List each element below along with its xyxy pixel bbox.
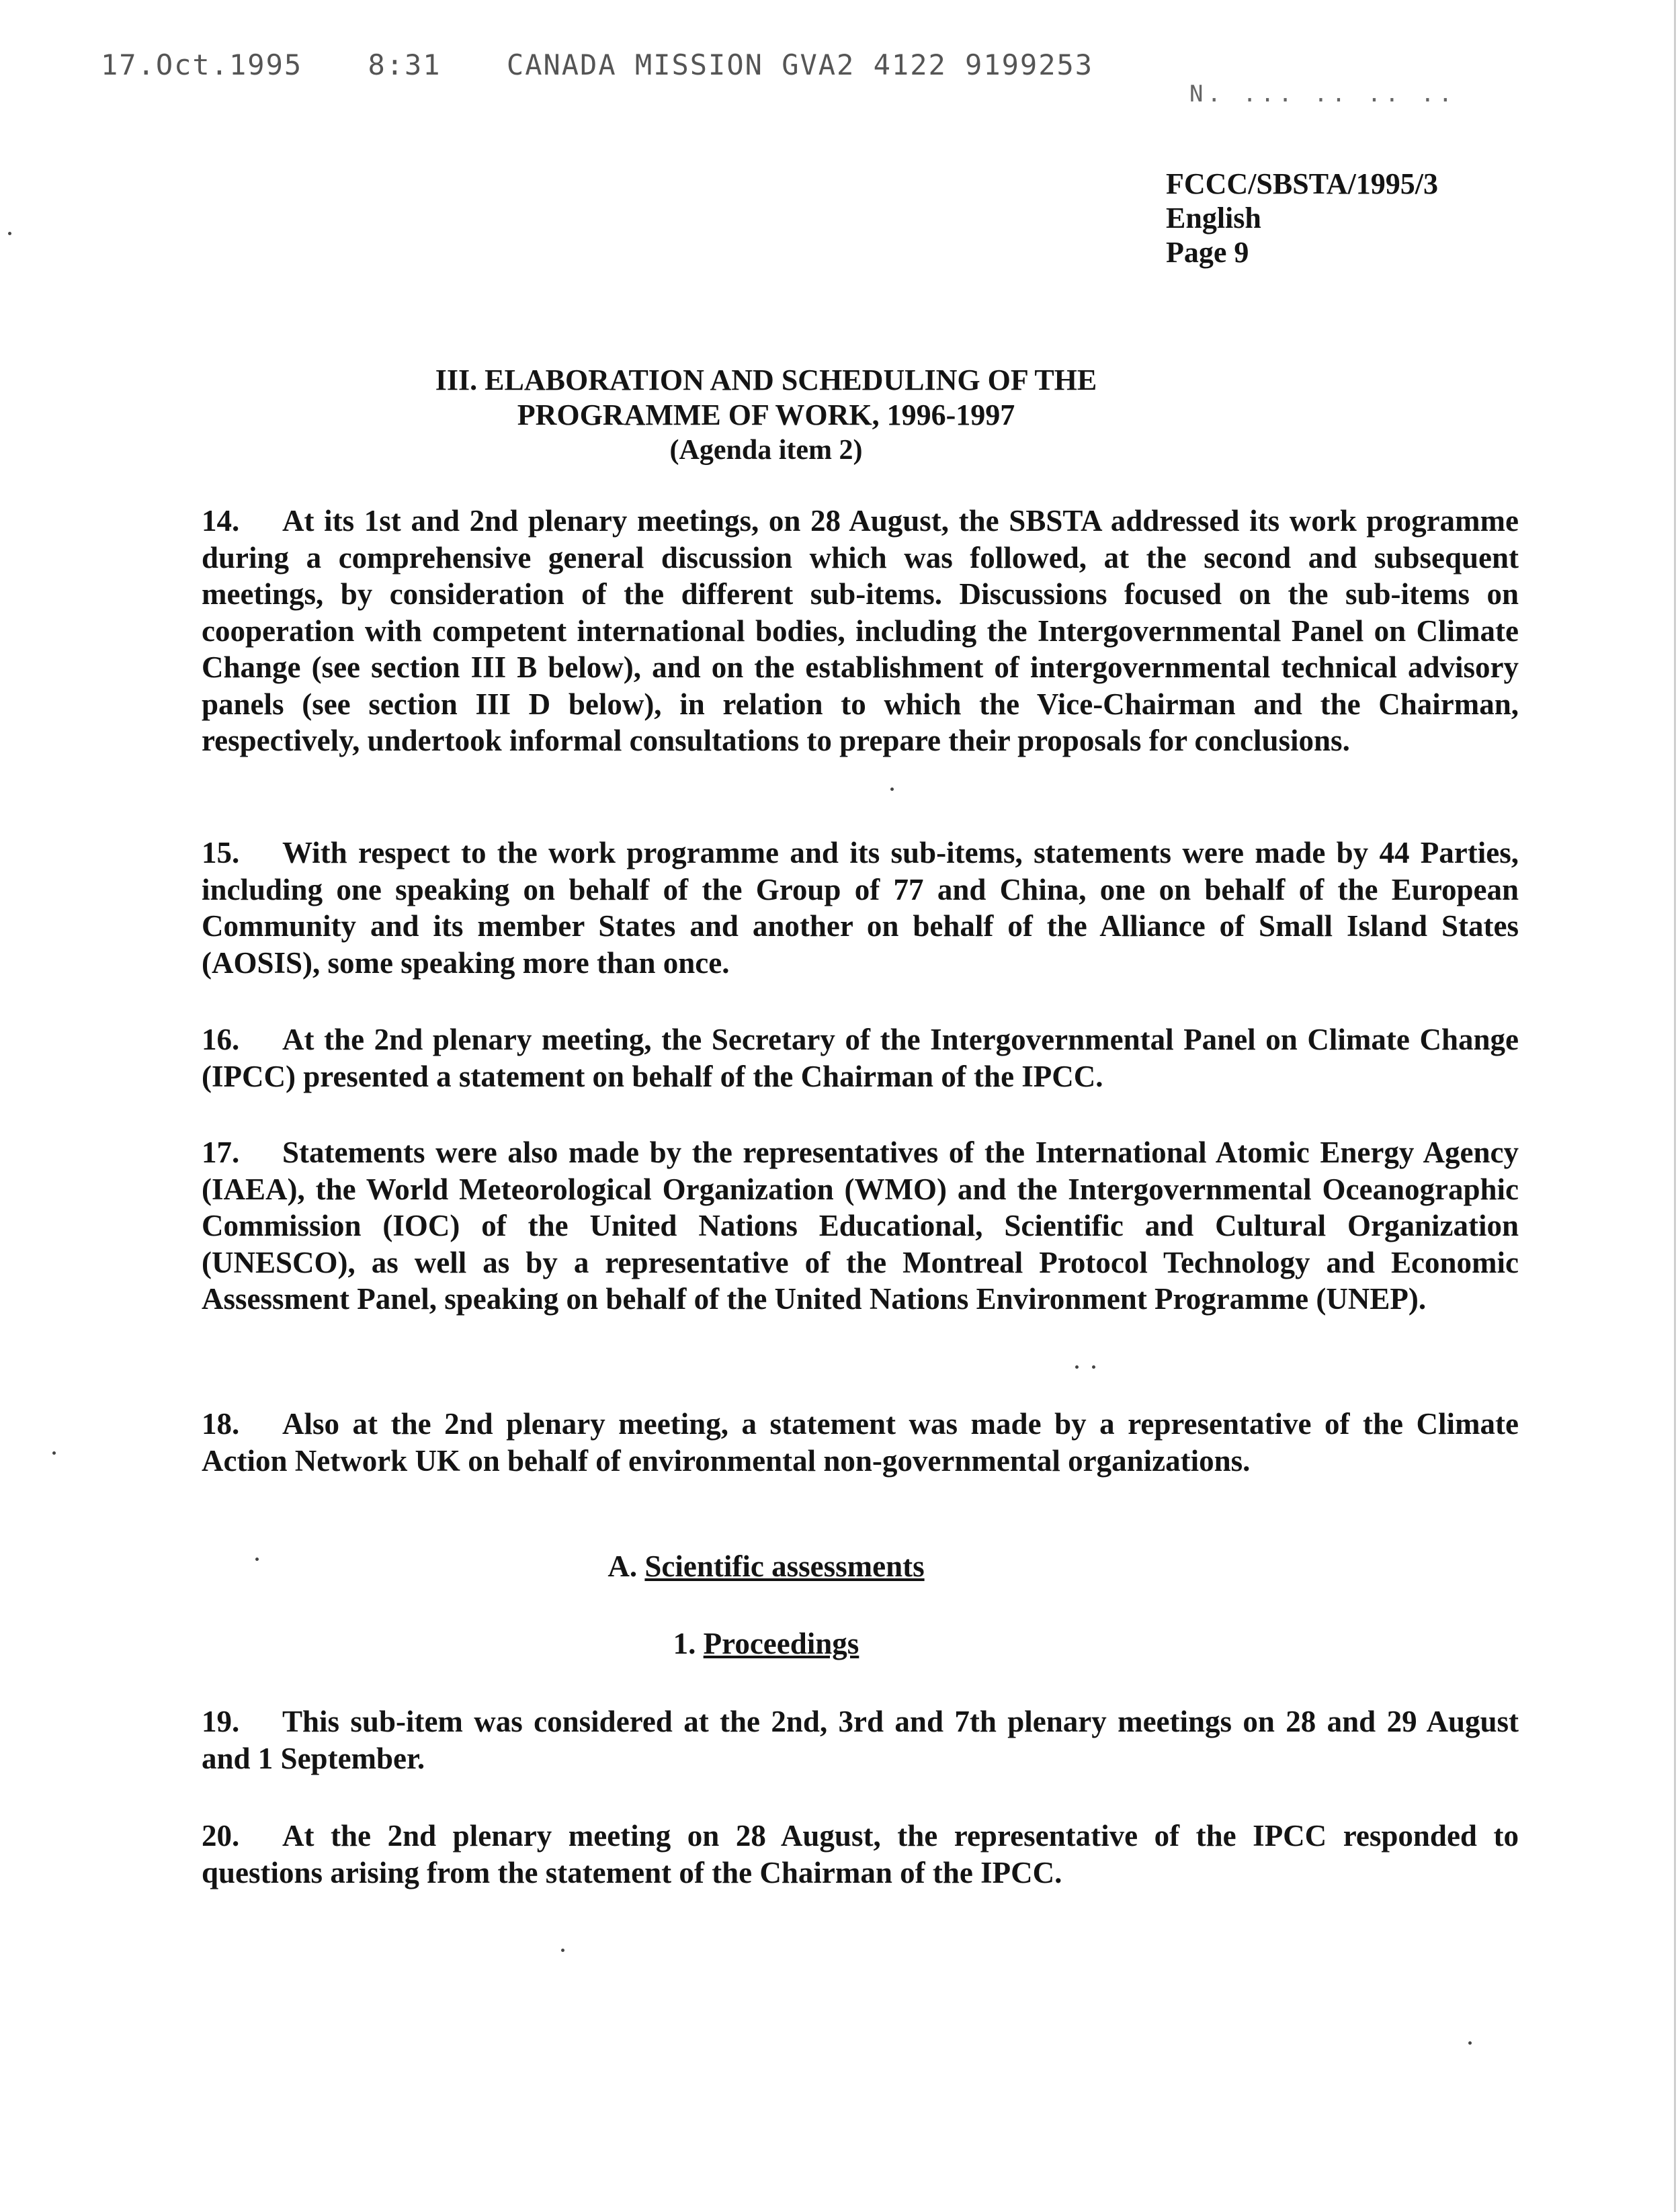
scan-speck [1092, 1365, 1095, 1369]
paragraph-19 [202, 1703, 1519, 1777]
paragraph-number: 16. [202, 1023, 240, 1056]
scan-speck [255, 1558, 259, 1561]
section-title: Scientific assessments [644, 1549, 925, 1583]
subsection-1-heading [336, 1626, 1196, 1661]
paragraph-number: 18. [202, 1407, 240, 1441]
paragraph-text: At the 2nd plenary meeting, the Secretary of the Intergovernmental Panel on Climate Change (IPCC) presented a statement on behalf of the Chairman of the IPCC. [202, 1023, 1519, 1093]
paragraph-text: Statements were also made by the representatives of the International Atomic Energy Agency (IAEA), the World Meteorological Organization (WMO) and the Intergovernmental Oceanographic Commission (IOC) of the United Nations Educational, Scientific and Cultural Organization (UNESCO), as well as by a representative of the Montreal Protocol Technology and Economic Assessment Panel, speaking on behalf of the United Nations Environment Programme (UNEP). [202, 1136, 1519, 1316]
chapter-title-line-2: PROGRAMME OF WORK, 1996-1997 [517, 398, 1015, 431]
paragraph-text: Also at the 2nd plenary meeting, a statement was made by a representative of the Climate Action Network UK on behalf of environmental non-governmental organizations. [202, 1407, 1519, 1478]
chapter-heading [336, 363, 1196, 468]
scan-speck [52, 1451, 56, 1455]
paragraph-16 [202, 1021, 1519, 1095]
paragraph-text: With respect to the work programme and its sub-items, statements were made by 44 Parties, including one speaking on behalf of the Group of 77 and China, one on behalf of the European Community and its member States and another on behalf of the Alliance of Small Island States (AOSIS), some speaking more than once. [202, 836, 1519, 980]
fax-sender: CANADA MISSION GVA2 4122 9199253 [506, 48, 1094, 81]
paragraph-text: At its 1st and 2nd plenary meetings, on 28 August, the SBSTA addressed its work programme during a comprehensive general discussion which was followed, at the second and subsequent meetings, by consideration of the different sub-items. Discussions focused on the sub-items on cooperation with competent international bodies, including the Intergovernmental Panel on Climate Change (see section III B below), and on the establishment of intergovernmental technical advisory panels (see section III D below), in relation to which the Vice-Chairman and the Chairman, respectively, undertook informal consultations to prepare their proposals for conclusions. [202, 504, 1519, 757]
section-letter: A. [607, 1549, 638, 1583]
paragraph-20 [202, 1818, 1519, 1891]
paragraph-number: 17. [202, 1136, 240, 1169]
paragraph-number: 20. [202, 1819, 240, 1853]
paragraph-number: 15. [202, 836, 240, 869]
document-symbol: FCCC/SBSTA/1995/3 [1166, 167, 1439, 200]
fax-date: 17.Oct.1995 [101, 48, 303, 81]
scan-speck [561, 1949, 564, 1952]
scan-speck [1075, 1365, 1079, 1369]
paragraph-14 [202, 503, 1519, 759]
paragraph-18 [202, 1406, 1519, 1479]
paragraph-17 [202, 1134, 1519, 1318]
paragraph-15 [202, 835, 1519, 981]
fax-header [101, 48, 1140, 81]
section-a-heading [336, 1549, 1196, 1584]
chapter-title-line-1: III. ELABORATION AND SCHEDULING OF THE [435, 364, 1097, 396]
fax-time: 8:31 [368, 48, 442, 81]
page-edge [1674, 0, 1676, 2212]
subsection-title: Proceedings [703, 1627, 859, 1660]
document-language: English [1166, 202, 1261, 235]
subsection-number: 1. [673, 1627, 696, 1660]
fax-trailing-marks: N. ... .. .. .. [1189, 81, 1457, 108]
page-number: Page 9 [1166, 236, 1249, 269]
paragraph-number: 14. [202, 504, 240, 538]
scan-speck [8, 232, 11, 235]
paragraph-text: At the 2nd plenary meeting on 28 August, the representative of the IPCC responded to questions arising from the statement of the Chairman of the IPCC. [202, 1819, 1519, 1889]
scan-speck [890, 788, 894, 791]
document-reference [1166, 167, 1438, 269]
paragraph-number: 19. [202, 1705, 240, 1738]
agenda-item: (Agenda item 2) [669, 435, 863, 466]
paragraph-text: This sub-item was considered at the 2nd, 3rd and 7th plenary meetings on 28 and 29 August and 1 September. [202, 1705, 1519, 1775]
scan-speck [1468, 2041, 1472, 2045]
